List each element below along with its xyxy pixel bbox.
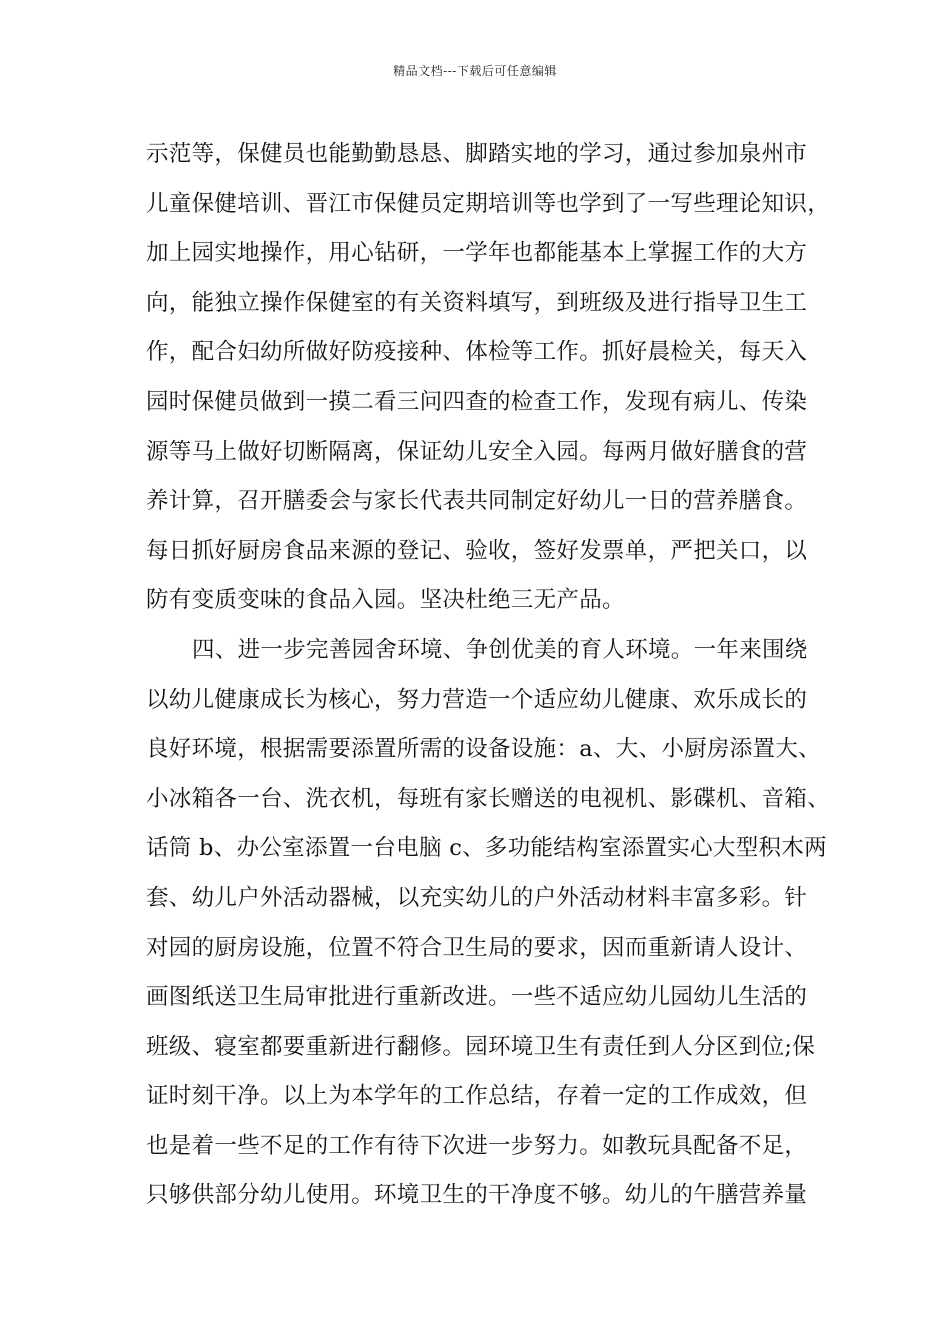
text-line: 源等马上做好切断隔离，保证幼儿安全入园。每两月做好膳食的营	[146, 438, 808, 465]
text-line: 对园的厨房设施，位置不符合卫生局的要求，因而重新请人设计、	[146, 934, 808, 961]
text-line: 每日抓好厨房食品来源的登记、验收，签好发票单，严把关口，以	[146, 537, 808, 564]
page-header: 精品文档---下载后可任意编辑	[393, 64, 557, 78]
text-line: 话筒 b、办公室添置一台电脑 c、多功能结构室添置实心大型积木两	[146, 835, 827, 862]
text-line: 也是着一些不足的工作有待下次进一步努力。如教玩具配备不足，	[146, 1132, 808, 1159]
text-line: 小冰箱各一台、洗衣机，每班有家长赠送的电视机、影碟机、音箱、	[146, 785, 831, 812]
text-line: 画图纸送卫生局审批进行重新改进。一些不适应幼儿园幼儿生活的	[146, 984, 808, 1011]
text-line: 园时保健员做到一摸二看三问四查的检查工作，发现有病儿、传染	[146, 388, 808, 415]
text-line: 套、幼儿户外活动器械，以充实幼儿的户外活动材料丰富多彩。针	[146, 884, 808, 911]
text-line: 证时刻干净。以上为本学年的工作总结，存着一定的工作成效，但	[146, 1083, 808, 1110]
document-body	[146, 130, 836, 1221]
text-line: 儿童保健培训、晋江市保健员定期培训等也学到了一写些理论知识，	[146, 190, 831, 217]
text-line: 加上园实地操作，用心钻研，一学年也都能基本上掌握工作的大方	[146, 240, 808, 267]
text-line: 养计算，召开膳委会与家长代表共同制定好幼儿一日的营养膳食。	[146, 488, 808, 515]
text-line: 向，能独立操作保健室的有关资料填写，到班级及进行指导卫生工	[146, 289, 808, 316]
text-line: 示范等，保健员也能勤勤恳恳、脚踏实地的学习，通过参加泉州市	[146, 141, 808, 167]
text-line: 良好环境，根据需要添置所需的设备设施：a、大、小厨房添置大、	[146, 736, 821, 763]
text-line: 以幼儿健康成长为核心，努力营造一个适应幼儿健康、欢乐成长的	[146, 686, 808, 713]
text-line: 作，配合妇幼所做好防疫接种、体检等工作。抓好晨检关，每天入	[146, 339, 808, 366]
text-line: 班级、寝室都要重新进行翻修。园环境卫生有责任到人分区到位;保	[146, 1033, 816, 1060]
paragraph-start-line: 四、进一步完善园舍环境、争创优美的育人环境。一年来围绕	[192, 636, 808, 663]
text-line: 防有变质变味的食品入园。坚决杜绝三无产品。	[146, 587, 625, 614]
text-line: 只够供部分幼儿使用。环境卫生的干净度不够。幼儿的午膳营养量	[146, 1182, 808, 1209]
